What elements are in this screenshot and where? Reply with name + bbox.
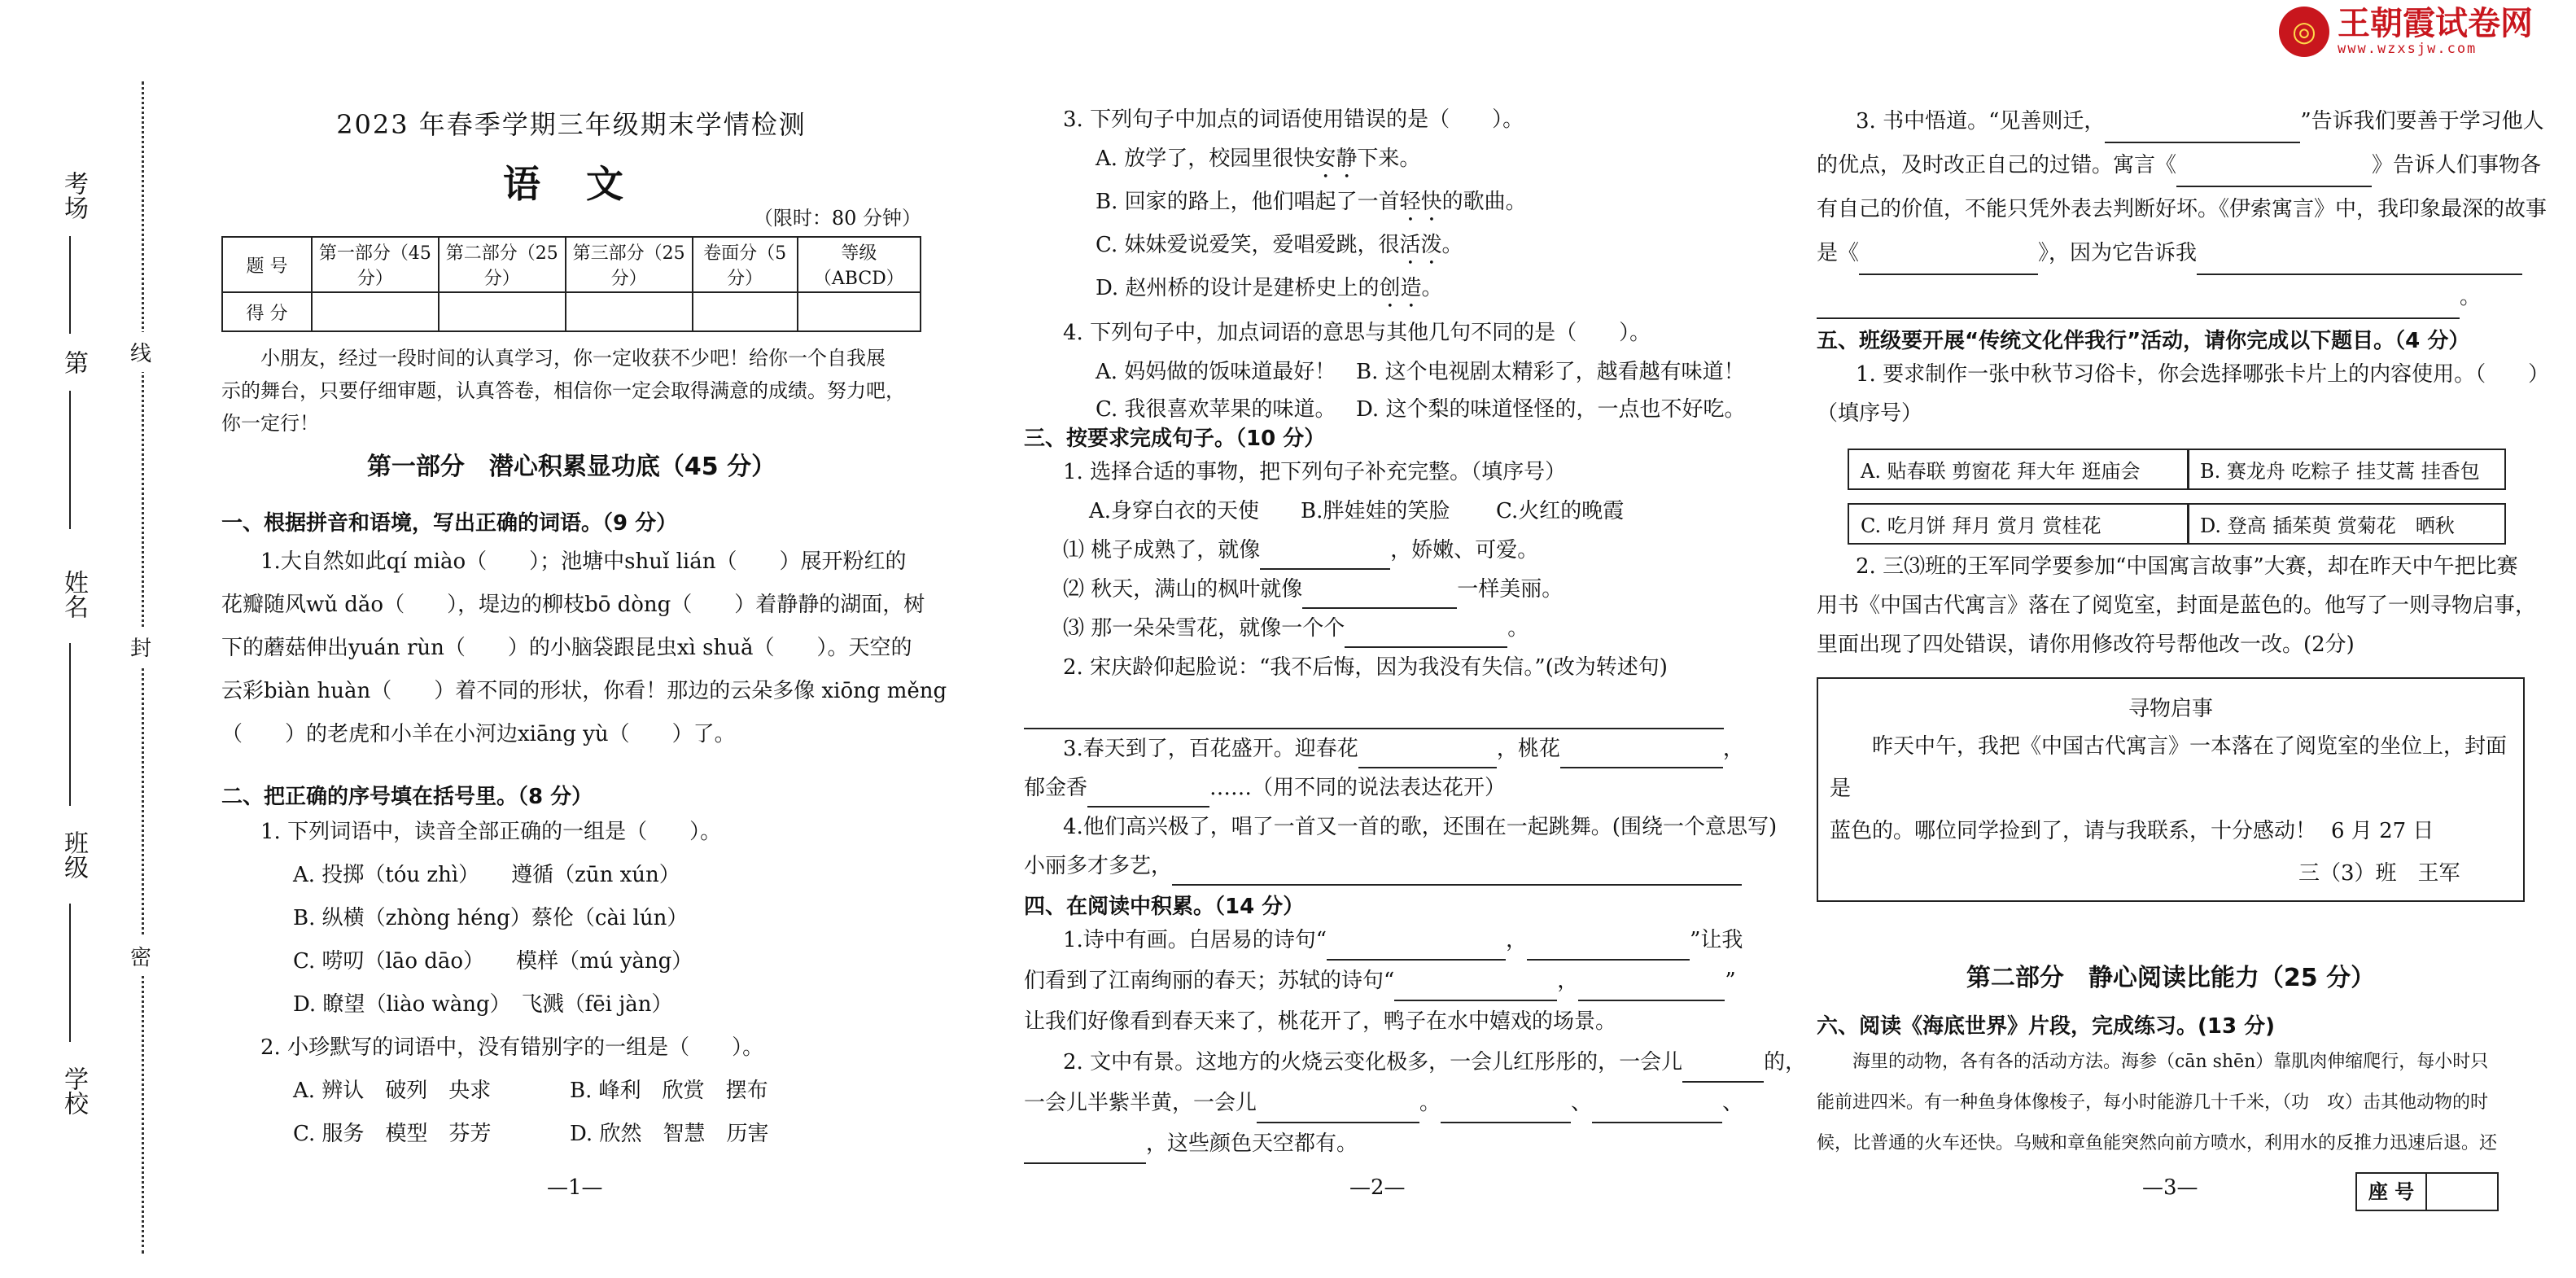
s3-title: 三、按要求完成句子。（10 分） — [1024, 427, 1326, 451]
answer-blank[interactable] — [2105, 119, 2300, 143]
s3-4-line: 小丽多才多艺， — [1024, 847, 1777, 886]
s4-2-line1: 2. 文中有景。这地方的火烧云变化极多，一会儿红彤彤的，一会儿 的， — [1024, 1042, 1806, 1083]
s3-block — [1024, 453, 1777, 886]
answer-blank[interactable] — [1345, 624, 1507, 648]
answer-blank[interactable] — [1578, 977, 1725, 1001]
q2-block — [260, 811, 768, 1156]
q2-2-option-a: A. 辨认 破列 央求 — [293, 1079, 492, 1103]
s4-2-line3: ，这些颜色天空都有。 — [1024, 1123, 1806, 1164]
exam-room-line — [69, 236, 71, 334]
answer-blank[interactable] — [1859, 251, 2038, 275]
answer-line[interactable] — [1024, 687, 1724, 729]
s6-line: 海里的动物，各有各的活动方法。海参（cān shēn）靠肌肉伸缩爬行，每小时只 — [1852, 1052, 2489, 1072]
intro-text — [221, 342, 905, 440]
class-label: 班级 — [59, 830, 88, 879]
q2-title: 二、把正确的序号填在括号里。（8 分） — [221, 785, 593, 809]
s4-title: 四、在阅读中积累。（14 分） — [1024, 895, 1305, 919]
exam-title: 2023 年春季学期三年级期末学情检测 — [336, 109, 807, 140]
name-line — [69, 643, 71, 806]
seal-word-secret: 密 — [130, 936, 151, 976]
q3-option-c: C. 妹妹爱说爱笑，爱唱爱跳，很活泼。 — [1096, 233, 1463, 257]
answer-blank[interactable] — [1260, 545, 1390, 570]
score-cell[interactable] — [439, 292, 566, 331]
s5-2-line: 里面出现了四处错误，请你用修改符号帮他改一改。(2分) — [1817, 632, 2355, 657]
seat-number-box — [2355, 1172, 2499, 1211]
card-b[interactable]: B. 赛龙舟 吃粽子 挂艾蒿 挂香包 — [2187, 444, 2521, 495]
score-header: 等级（ABCD） — [798, 237, 921, 292]
q4-option-b: B. 这个电视剧太精彩了，越看越有味道！ — [1356, 360, 1745, 384]
s3-1-stem: 1. 选择合适的事物，把下列句子补充完整。（填序号） — [1063, 460, 1567, 484]
s3-1-item-3: ⑶ 那一朵朵雪花，就像一个个 。 — [1024, 609, 1777, 648]
s4-3-line5: 。 — [1817, 275, 2547, 319]
s3-1-choice-a: A.身穿白衣的天使 — [1089, 499, 1260, 523]
seal-word-line: 线 — [130, 332, 151, 372]
seat-number-input[interactable] — [2427, 1174, 2497, 1210]
s6-title: 六、阅读《海底世界》片段，完成练习。(13 分) — [1817, 1014, 2275, 1039]
score-header: 第三部分（25 分） — [566, 237, 693, 292]
q3-option-b: B. 回家的路上，他们唱起了一首轻快的歌曲。 — [1096, 190, 1527, 214]
answer-blank[interactable] — [1172, 861, 1742, 886]
s4-3-line1: 3. 书中悟道。“见善则迁， ”告诉我们要善于学习他人 — [1817, 99, 2547, 143]
number-line — [69, 391, 71, 529]
s3-3-line2: 郁金香 ……（用不同的说法表达花开） — [1024, 768, 1777, 808]
intro-line: 示的舞台，只要仔细审题，认真答卷，相信你一定会取得满意的成绩。努力吧， — [221, 379, 905, 402]
watermark-logo — [2279, 7, 2533, 57]
answer-blank[interactable] — [1257, 1099, 1419, 1123]
q1-line: 花瓣随风wǔ dǎo（ ），堤边的柳枝bō dòng（ ）着静静的湖面，树 — [221, 593, 925, 617]
s4-1-line3: 让我们好像看到春天来了，桃花开了，鸭子在水中嬉戏的场景。 — [1024, 1009, 1617, 1034]
school-label: 学校 — [59, 1066, 88, 1115]
s4-block — [1024, 920, 1806, 1164]
q2-1-stem: 1. 下列词语中，读音全部正确的一组是（ ）。 — [260, 820, 722, 844]
seat-number-label: 座 号 — [2357, 1174, 2427, 1210]
time-limit: （限时：80 分钟） — [753, 207, 921, 230]
q2-1-option-c: C. 唠叨（lāo dāo） 模样（mú yàng） — [293, 949, 693, 974]
score-cell[interactable] — [566, 292, 693, 331]
s3-1-choice-b: B.胖娃娃的笑脸 — [1301, 499, 1450, 523]
answer-blank[interactable] — [2197, 251, 2522, 275]
s5-block — [1817, 355, 2549, 433]
s5-2-block — [1817, 547, 2536, 664]
score-header: 第一部分（45 分） — [312, 237, 439, 292]
answer-blank[interactable] — [1592, 1099, 1722, 1123]
q4-stem: 4. 下列句子中，加点词语的意思与其他几句不同的是（ ）。 — [1063, 321, 1651, 345]
part1-title: 第一部分 潜心积累显功底（45 分） — [366, 453, 776, 481]
lost-notice-box — [1817, 677, 2525, 902]
q3-option-d: D. 赵州桥的设计是建桥史上的创造。 — [1096, 276, 1443, 300]
q4-option-c: C. 我很喜欢苹果的味道。 — [1096, 397, 1336, 422]
q2-2-option-d: D. 欣然 智慧 历害 — [570, 1122, 769, 1146]
part2-title: 第二部分 静心阅读比能力（25 分） — [1966, 964, 2376, 992]
q2-2-option-c: C. 服务 模型 芬芳 — [293, 1122, 492, 1146]
q1-line: 1.大自然如此qí miào（ ）；池塘中shuǐ lián（ ）展开粉红的 — [260, 549, 907, 574]
answer-blank[interactable] — [1394, 977, 1557, 1001]
intro-line: 小朋友，经过一段时间的认真学习，你一定收获不少吧！给你一个自我展 — [260, 347, 886, 370]
q2-2-stem: 2. 小珍默写的词语中，没有错别字的一组是（ ）。 — [260, 1035, 764, 1060]
answer-blank[interactable] — [1682, 1058, 1764, 1083]
q2-1-option-a: A. 投掷（tóu zhì） 遵循（zūn xún） — [293, 863, 680, 887]
s5-1-stem: 1. 要求制作一张中秋节习俗卡，你会选择哪张卡片上的内容使用。（ ） — [1856, 362, 2550, 387]
q3-block — [1063, 99, 1745, 428]
score-cell[interactable] — [798, 292, 921, 331]
card-d[interactable]: D. 登高 插茱萸 赏菊花 晒秋 — [2187, 498, 2521, 549]
exam-room-label: 考场 — [59, 171, 88, 220]
s6-line: 能前进四米。有一种鱼身体像梭子，每小时能游几十千米，（功 攻）击其他动物的时 — [1817, 1092, 2489, 1113]
s3-3-line1: 3.春天到了，百花盛开。迎春花 ，桃花 ， — [1024, 729, 1777, 768]
answer-blank[interactable] — [1527, 936, 1690, 961]
s3-1-item-2: ⑵ 秋天，满山的枫叶就像 一样美丽。 — [1024, 570, 1777, 609]
s5-2-line: 2. 三⑶班的王军同学要参加“中国寓言故事”大赛，却在昨天中午把比赛 — [1856, 554, 2518, 579]
answer-blank[interactable] — [1441, 1099, 1571, 1123]
q4-option-a: A. 妈妈做的饭味道最好！ — [1096, 360, 1336, 384]
q2-1-option-b: B. 纵横（zhòng héng）蔡伦（cài lún） — [293, 906, 689, 930]
notice-title: 寻物启事 — [2128, 697, 2213, 721]
score-row-label: 得 分 — [222, 292, 312, 331]
s4-3-line4: 是《 》，因为它告诉我 — [1817, 231, 2547, 275]
score-header: 题 号 — [222, 237, 312, 292]
notice-body-line: 蓝色的。哪位同学捡到了，请与我联系，十分感动！ — [1830, 819, 2317, 843]
notice-signer: 三（3）班 王军 — [2298, 861, 2460, 886]
q4-option-d: D. 这个梨的味道怪怪的，一点也不好吃。 — [1356, 397, 1746, 422]
q1-line: （ ）的老虎和小羊在小河边xiāng yù（ ）了。 — [221, 722, 736, 746]
answer-blank[interactable] — [1817, 295, 2460, 319]
class-line — [69, 904, 71, 1042]
s6-line: 候，比普通的火车还快。乌贼和章鱼能突然向前方喷水，利用水的反推力迅速后退。还 — [1817, 1133, 2498, 1153]
s4-2-line2: 一会儿半紫半黄，一会儿 。 、 、 — [1024, 1083, 1806, 1123]
s3-4-stem: 4.他们高兴极了，唱了一首又一首的歌，还围在一起跳舞。(围绕一个意思写) — [1063, 815, 1778, 839]
s4-1-line1: 1.诗中有画。白居易的诗句“ ， ”让我 — [1024, 920, 1806, 961]
answer-blank[interactable] — [1024, 1140, 1146, 1164]
answer-blank[interactable] — [1087, 783, 1209, 808]
seal-word-seal: 封 — [130, 627, 151, 667]
s4-3-line3: 有自己的价值，不能只凭外表去判断好坏。《伊索寓言》中，我印象最深的故事 — [1817, 197, 2548, 221]
q3-stem: 3. 下列句子中加点的词语使用错误的是（ ）。 — [1063, 107, 1524, 132]
answer-blank[interactable] — [1358, 744, 1497, 768]
answer-blank[interactable] — [1302, 584, 1457, 609]
s4-3-block — [1817, 99, 2547, 319]
s4-1-line2: 们看到了江南绚丽的春天；苏轼的诗句“ ， ” — [1024, 961, 1806, 1001]
page-number-1: —1— — [547, 1175, 603, 1200]
score-table — [221, 236, 921, 332]
q2-1-option-d: D. 瞭望（liào wàng） 飞溅（fēi jàn） — [293, 992, 673, 1017]
answer-blank[interactable] — [1560, 744, 1723, 768]
score-header: 第二部分（25 分） — [439, 237, 566, 292]
number-label: 第 — [59, 350, 88, 374]
watermark-title: 王朝霞试卷网 — [2338, 5, 2533, 42]
answer-blank[interactable] — [2176, 163, 2372, 187]
score-header: 卷面分（5 分） — [693, 237, 798, 292]
q1-passage — [221, 541, 947, 756]
notice-body-line: 昨天中午，我把《中国古代寓言》一本落在了阅览室的坐位上，封面是 — [1830, 734, 2508, 801]
watermark-url: www.wzxsjw.com — [2338, 41, 2478, 57]
s3-1-item-1: ⑴ 桃子成熟了，就像 ，娇嫩、可爱。 — [1024, 531, 1777, 570]
q1-line: 云彩biàn huàn（ ）着不同的形状，你看！那边的云朵多像 xiōng měng — [221, 679, 947, 703]
s5-title: 五、班级要开展“传统文化伴我行”活动，请你完成以下题目。（4 分） — [1817, 329, 2470, 353]
q3-option-a: A. 放学了，校园里很快安静下来。 — [1096, 147, 1421, 171]
s5-2-line: 用书《中国古代寓言》落在了阅览室，封面是蓝色的。他写了一则寻物启事， — [1817, 593, 2537, 618]
intro-line: 你一定行！ — [221, 412, 319, 435]
q1-title: 一、根据拼音和语境，写出正确的词语。（9 分） — [221, 511, 678, 536]
binding-dotted-line — [142, 81, 144, 1254]
s3-2-stem: 2. 宋庆龄仰起脸说：“我不后悔，因为我没有失信。”(改为转述句) — [1063, 655, 1668, 680]
q1-line: 下的蘑菇伸出yuán rùn（ ）的小脑袋跟昆虫xì shuǎ（ ）。天空的 — [221, 636, 912, 660]
score-cell[interactable] — [693, 292, 798, 331]
page-number-3: —3— — [2142, 1175, 2198, 1200]
card-c[interactable]: C. 吃月饼 拜月 赏月 赏桂花 — [1848, 498, 2189, 549]
card-a[interactable]: A. 贴春联 剪窗花 拜大年 逛庙会 — [1848, 444, 2189, 495]
page-number-2: —2— — [1349, 1175, 1406, 1200]
subject-title: 语 文 — [502, 162, 640, 206]
s4-3-line2: 的优点，及时改正自己的过错。寓言《 》告诉人们事物各 — [1817, 143, 2547, 187]
s5-1-note: （填序号） — [1817, 401, 1923, 426]
name-label: 姓名 — [59, 570, 88, 619]
score-cell[interactable] — [312, 292, 439, 331]
notice-date: 6 月 27 日 — [2331, 819, 2434, 843]
q2-2-option-b: B. 峰利 欣赏 摆布 — [570, 1079, 768, 1103]
answer-blank[interactable] — [1327, 936, 1506, 961]
s6-passage — [1817, 1042, 2497, 1164]
s3-1-choice-c: C.火红的晚霞 — [1496, 499, 1625, 523]
logo-badge-icon: ◎ — [2279, 7, 2329, 57]
